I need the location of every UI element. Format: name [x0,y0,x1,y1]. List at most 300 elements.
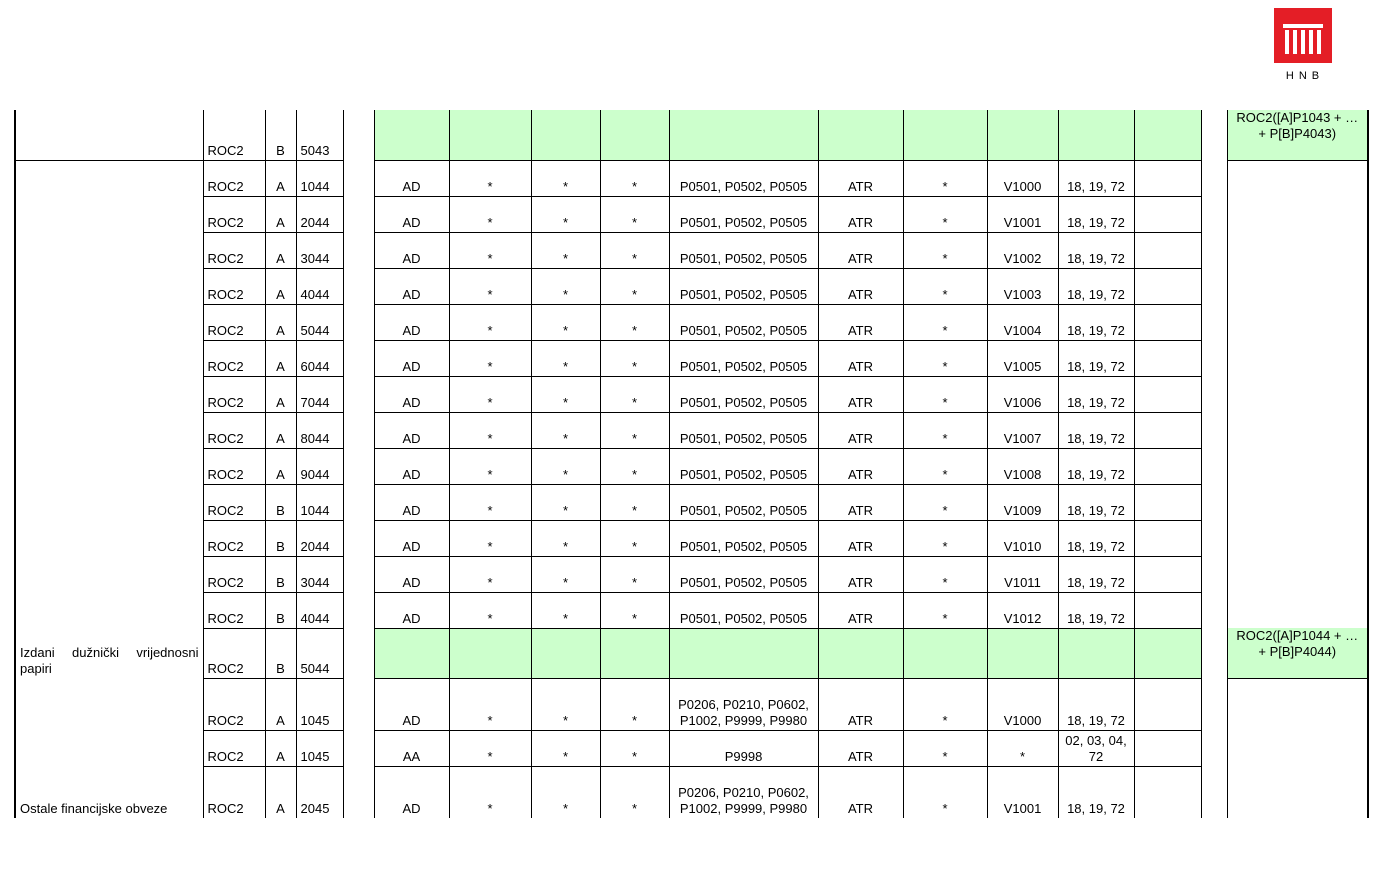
star-value: * [449,448,531,484]
column-code: A [265,448,296,484]
column-gap [1201,678,1227,730]
form-code: ROC2 [203,412,265,448]
total-formula-empty [1227,304,1368,340]
star-value: * [449,556,531,592]
column-gap [1201,520,1227,556]
star-value: * [903,556,987,592]
empty-cell [1134,592,1201,628]
star-value: * [531,340,600,376]
column-gap [1201,160,1227,196]
star-value: * [903,678,987,730]
column-code: A [265,678,296,730]
column-gap [1201,412,1227,448]
column-gap [343,110,374,160]
position-number: 3044 [296,232,343,268]
note-list: 18, 19, 72 [1058,196,1134,232]
empty-cell [449,628,531,678]
star-value: * [903,376,987,412]
note-list: 18, 19, 72 [1058,484,1134,520]
empty-cell [1134,304,1201,340]
total-formula-empty [1227,556,1368,592]
empty-cell [1134,196,1201,232]
form-code: ROC2 [203,766,265,818]
form-code: ROC2 [203,628,265,678]
column-code: B [265,628,296,678]
position-list: P0501, P0502, P0505 [669,268,818,304]
column-gap [343,268,374,304]
star-value: * [600,160,669,196]
table-row [15,376,1368,412]
form-code: ROC2 [203,160,265,196]
total-formula: ROC2([A]P1043 + … + P[B]P4043) [1227,110,1368,160]
value-code: V1004 [987,304,1058,340]
star-value: * [903,304,987,340]
column-gap [1201,766,1227,818]
position-list: P0206, P0210, P0602, P1002, P9999, P9980 [669,678,818,730]
star-value: * [531,448,600,484]
form-code: ROC2 [203,232,265,268]
value-code: V1001 [987,766,1058,818]
attribute-code: ATR [818,484,903,520]
form-code: ROC2 [203,592,265,628]
empty-cell [1134,448,1201,484]
transaction-type: AD [374,448,449,484]
empty-cell [449,110,531,160]
total-formula-empty [1227,412,1368,448]
empty-cell [669,110,818,160]
column-gap [1201,196,1227,232]
table-row [15,520,1368,556]
star-value: * [903,448,987,484]
column-code: A [265,730,296,766]
total-formula-empty [1227,196,1368,232]
empty-cell [903,110,987,160]
empty-cell [1134,412,1201,448]
empty-cell [1134,520,1201,556]
position-number: 5043 [296,110,343,160]
value-code: V1000 [987,678,1058,730]
table-row [15,412,1368,448]
position-number: 1044 [296,484,343,520]
attribute-code: ATR [818,678,903,730]
transaction-type: AD [374,556,449,592]
star-value: * [449,196,531,232]
empty-cell [1134,628,1201,678]
note-list: 18, 19, 72 [1058,160,1134,196]
empty-cell [669,628,818,678]
note-list: 18, 19, 72 [1058,766,1134,818]
position-list: P9998 [669,730,818,766]
star-value: * [600,592,669,628]
column-gap [1201,448,1227,484]
total-formula-empty [1227,592,1368,628]
column-gap [1201,556,1227,592]
transaction-type: AD [374,304,449,340]
table-row [15,232,1368,268]
position-list: P0501, P0502, P0505 [669,304,818,340]
empty-cell [1134,556,1201,592]
form-code: ROC2 [203,268,265,304]
total-formula-empty [1227,520,1368,556]
empty-cell [531,628,600,678]
table-row [15,592,1368,628]
column-gap [1201,592,1227,628]
star-value: * [449,268,531,304]
table-row [15,448,1368,484]
transaction-type: AD [374,520,449,556]
empty-cell [1134,730,1201,766]
position-list: P0501, P0502, P0505 [669,376,818,412]
note-list: 18, 19, 72 [1058,268,1134,304]
total-formula-empty [1227,730,1368,766]
position-list: P0501, P0502, P0505 [669,340,818,376]
empty-cell [374,110,449,160]
note-list: 18, 19, 72 [1058,592,1134,628]
position-number: 5044 [296,304,343,340]
transaction-type: AD [374,340,449,376]
note-list: 18, 19, 72 [1058,448,1134,484]
star-value: * [600,730,669,766]
position-number: 2045 [296,766,343,818]
form-code: ROC2 [203,678,265,730]
note-list: 18, 19, 72 [1058,232,1134,268]
empty-cell [600,110,669,160]
form-code: ROC2 [203,340,265,376]
attribute-code: ATR [818,412,903,448]
position-number: 8044 [296,412,343,448]
star-value: * [903,232,987,268]
total-formula-empty [1227,340,1368,376]
total-formula-empty [1227,448,1368,484]
value-code: V1011 [987,556,1058,592]
form-code: ROC2 [203,556,265,592]
star-value: * [531,304,600,340]
position-list: P0206, P0210, P0602, P1002, P9999, P9980 [669,766,818,818]
position-number: 4044 [296,268,343,304]
note-list: 18, 19, 72 [1058,412,1134,448]
table-row [15,160,1368,196]
position-number: 4044 [296,592,343,628]
star-value: * [903,520,987,556]
transaction-type: AD [374,766,449,818]
star-value: * [600,304,669,340]
form-code: ROC2 [203,484,265,520]
table-row [15,766,1368,818]
column-gap [343,520,374,556]
empty-cell [987,110,1058,160]
position-list: P0501, P0502, P0505 [669,160,818,196]
star-value: * [449,340,531,376]
attribute-code: ATR [818,196,903,232]
column-gap [343,730,374,766]
star-value: * [449,484,531,520]
position-list: P0501, P0502, P0505 [669,196,818,232]
row-group-label: Izdani dužnički vrijednosni papiri [15,160,203,678]
value-code: V1001 [987,196,1058,232]
star-value: * [531,484,600,520]
empty-cell [531,110,600,160]
star-value: * [531,678,600,730]
form-code: ROC2 [203,110,265,160]
star-value: * [903,268,987,304]
star-value: * [449,678,531,730]
attribute-code: ATR [818,730,903,766]
value-code: * [987,730,1058,766]
attribute-code: ATR [818,376,903,412]
validation-table [14,110,1369,818]
position-number: 2044 [296,520,343,556]
star-value: * [600,448,669,484]
column-gap [343,376,374,412]
note-list: 18, 19, 72 [1058,340,1134,376]
star-value: * [903,196,987,232]
star-value: * [531,268,600,304]
value-code: V1002 [987,232,1058,268]
attribute-code: ATR [818,232,903,268]
column-gap [1201,628,1227,678]
column-code: B [265,592,296,628]
column-gap [343,556,374,592]
column-gap [1201,232,1227,268]
star-value: * [600,232,669,268]
position-number: 6044 [296,340,343,376]
column-code: A [265,412,296,448]
attribute-code: ATR [818,556,903,592]
total-formula-empty [1227,678,1368,730]
star-value: * [449,730,531,766]
attribute-code: ATR [818,448,903,484]
star-value: * [449,592,531,628]
attribute-code: ATR [818,520,903,556]
column-code: A [265,268,296,304]
star-value: * [449,160,531,196]
column-gap [1201,340,1227,376]
star-value: * [600,766,669,818]
column-code: B [265,556,296,592]
column-gap [1201,110,1227,160]
star-value: * [903,766,987,818]
table-row [15,268,1368,304]
position-list: P0501, P0502, P0505 [669,232,818,268]
position-number: 7044 [296,376,343,412]
transaction-type: AD [374,484,449,520]
star-value: * [449,412,531,448]
column-code: A [265,766,296,818]
star-value: * [600,556,669,592]
position-number: 5044 [296,628,343,678]
form-code: ROC2 [203,448,265,484]
empty-cell [1134,232,1201,268]
column-code: B [265,110,296,160]
position-list: P0501, P0502, P0505 [669,520,818,556]
table-row [15,678,1368,730]
form-code: ROC2 [203,376,265,412]
star-value: * [449,766,531,818]
transaction-type: AD [374,678,449,730]
star-value: * [903,592,987,628]
transaction-type: AD [374,376,449,412]
star-value: * [600,678,669,730]
empty-cell [1134,268,1201,304]
table-row [15,196,1368,232]
attribute-code: ATR [818,340,903,376]
attribute-code: ATR [818,304,903,340]
position-list: P0501, P0502, P0505 [669,484,818,520]
empty-cell [600,628,669,678]
form-code: ROC2 [203,196,265,232]
empty-cell [374,628,449,678]
star-value: * [449,520,531,556]
empty-cell [1058,628,1134,678]
star-value: * [600,520,669,556]
star-value: * [531,160,600,196]
star-value: * [531,592,600,628]
column-gap [343,448,374,484]
column-gap [1201,376,1227,412]
column-gap [1201,484,1227,520]
note-list: 18, 19, 72 [1058,678,1134,730]
transaction-type: AD [374,592,449,628]
empty-cell [818,628,903,678]
position-number: 3044 [296,556,343,592]
table-row [15,628,1368,678]
hnb-logo-text: HNB [1285,70,1325,82]
star-value: * [903,412,987,448]
position-list: P0501, P0502, P0505 [669,592,818,628]
column-gap [343,628,374,678]
column-gap [343,340,374,376]
column-code: A [265,340,296,376]
value-code: V1010 [987,520,1058,556]
column-code: A [265,232,296,268]
transaction-type: AD [374,232,449,268]
star-value: * [531,196,600,232]
star-value: * [600,412,669,448]
star-value: * [600,484,669,520]
note-list: 02, 03, 04, 72 [1058,730,1134,766]
empty-cell [1134,110,1201,160]
empty-cell [1134,678,1201,730]
star-value: * [903,484,987,520]
row-group-label [15,110,203,160]
value-code: V1009 [987,484,1058,520]
position-number: 1045 [296,678,343,730]
value-code: V1005 [987,340,1058,376]
attribute-code: ATR [818,160,903,196]
position-number: 1045 [296,730,343,766]
form-code: ROC2 [203,730,265,766]
transaction-type: AA [374,730,449,766]
value-code: V1012 [987,592,1058,628]
note-list: 18, 19, 72 [1058,304,1134,340]
star-value: * [449,376,531,412]
attribute-code: ATR [818,268,903,304]
column-gap [1201,304,1227,340]
star-value: * [600,196,669,232]
table-row [15,730,1368,766]
column-gap [343,412,374,448]
column-gap [343,232,374,268]
total-formula-empty [1227,268,1368,304]
column-code: B [265,520,296,556]
value-code: V1008 [987,448,1058,484]
value-code: V1006 [987,376,1058,412]
column-gap [1201,730,1227,766]
total-formula-empty [1227,376,1368,412]
position-number: 9044 [296,448,343,484]
position-list: P0501, P0502, P0505 [669,556,818,592]
total-formula: ROC2([A]P1044 + … + P[B]P4044) [1227,628,1368,678]
column-gap [343,484,374,520]
form-code: ROC2 [203,304,265,340]
form-code: ROC2 [203,520,265,556]
column-gap [1201,268,1227,304]
column-code: B [265,484,296,520]
table-row [15,556,1368,592]
table-row [15,484,1368,520]
empty-cell [1134,766,1201,818]
column-gap [343,304,374,340]
note-list: 18, 19, 72 [1058,376,1134,412]
star-value: * [903,160,987,196]
total-formula-empty [1227,766,1368,818]
total-formula-empty [1227,160,1368,196]
column-gap [343,592,374,628]
empty-cell [987,628,1058,678]
star-value: * [531,730,600,766]
star-value: * [600,268,669,304]
empty-cell [1134,160,1201,196]
position-number: 2044 [296,196,343,232]
position-list: P0501, P0502, P0505 [669,412,818,448]
column-gap [343,766,374,818]
empty-cell [1134,376,1201,412]
transaction-type: AD [374,412,449,448]
star-value: * [531,376,600,412]
note-list: 18, 19, 72 [1058,520,1134,556]
value-code: V1003 [987,268,1058,304]
total-formula-empty [1227,484,1368,520]
empty-cell [818,110,903,160]
transaction-type: AD [374,268,449,304]
star-value: * [449,304,531,340]
table-row [15,304,1368,340]
transaction-type: AD [374,196,449,232]
note-list: 18, 19, 72 [1058,556,1134,592]
column-code: A [265,376,296,412]
column-gap [343,678,374,730]
empty-cell [903,628,987,678]
empty-cell [1058,110,1134,160]
star-value: * [531,556,600,592]
star-value: * [531,412,600,448]
position-list: P0501, P0502, P0505 [669,448,818,484]
row-group-label: Ostale financijske obveze [15,678,203,818]
star-value: * [903,340,987,376]
star-value: * [600,340,669,376]
attribute-code: ATR [818,592,903,628]
hnb-logo-mark [1274,8,1332,63]
star-value: * [531,232,600,268]
column-code: A [265,304,296,340]
hnb-logo [1274,8,1332,88]
column-code: A [265,160,296,196]
column-code: A [265,196,296,232]
position-number: 1044 [296,160,343,196]
star-value: * [531,766,600,818]
column-gap [343,196,374,232]
table-row [15,340,1368,376]
